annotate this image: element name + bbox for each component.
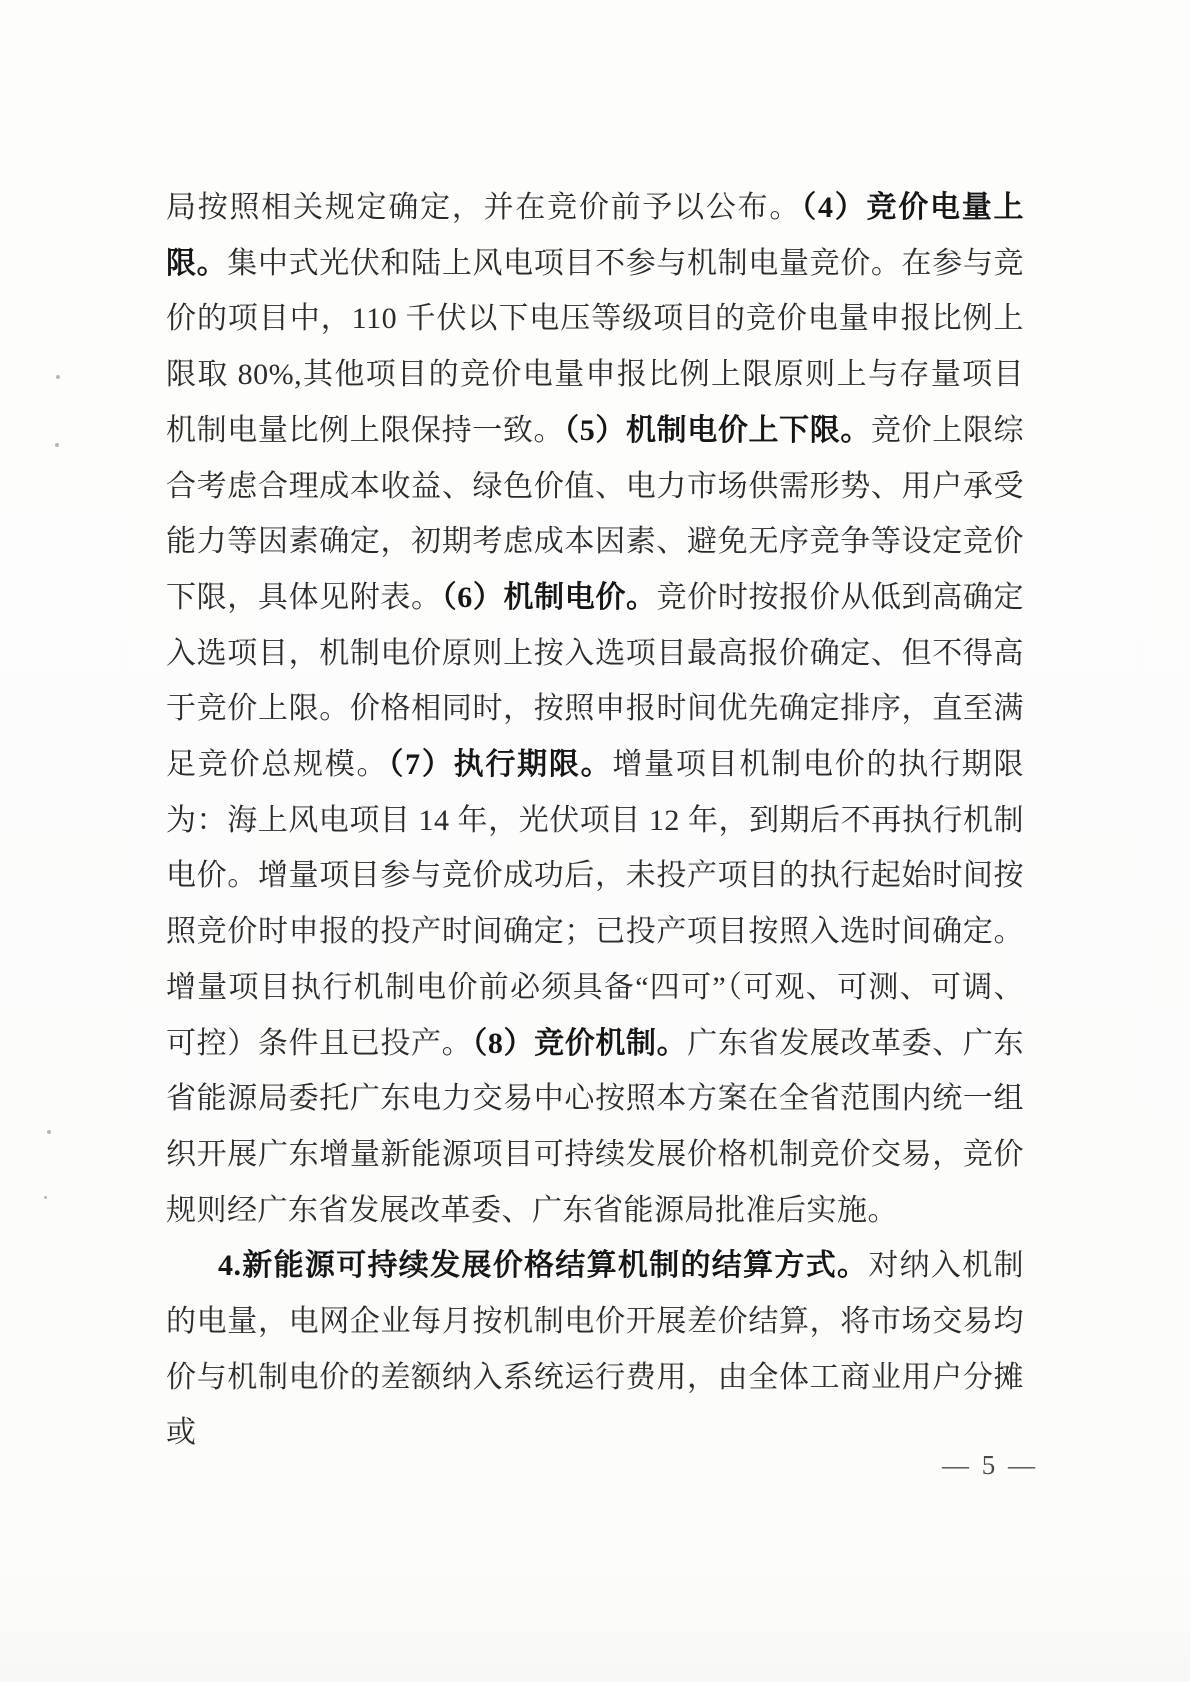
inline-body-text: 竞价时按报价从低到高确定入选项目，机制电价原则上按入选项目最高报价确定、但不得高于竞价上限。价格相同时，按照申报时间优先确定排序，直至满足竞价总规模。 xyxy=(166,580,1024,782)
page-number: — 5 — xyxy=(942,1450,1038,1480)
scan-speck xyxy=(47,1130,51,1134)
scan-speck xyxy=(55,443,59,447)
inline-body-text: 广东省发展改革委、广东省能源局委托广东电力交易中心按照本方案在全省范围内统一组织开展广东增量新能源项目可持续发展价格机制竞价交易，竞价规则经广东省发展改革委、广东省能源局批准后实施。 xyxy=(166,1026,1024,1227)
inline-body-text: 局按照相关规定确定，并在竞价前予以公布。 xyxy=(166,191,802,224)
scan-speck xyxy=(44,1196,47,1199)
inline-bold-heading: （7）执行期限。 xyxy=(388,748,613,782)
scan-speck xyxy=(56,375,60,379)
inline-body-text: 对纳入机制的电量，电网企业每月按机制电价开展差价结算，将市场交易均价与机制电价的差额纳入系统运行费用，由全体工商业用户分摊或 xyxy=(166,1249,1025,1450)
inline-bold-heading: （4）竞价电量上限。 xyxy=(166,191,1025,280)
inline-bold-heading: 4.新能源可持续发展价格结算机制的结算方式。 xyxy=(218,1249,869,1283)
body-paragraph-1 xyxy=(166,180,1024,1238)
inline-bold-heading: （5）机制电价上下限。 xyxy=(564,413,871,447)
inline-bold-heading: （8）竞价机制。 xyxy=(472,1026,688,1060)
body-paragraph-2 xyxy=(166,1238,1024,1461)
document-body xyxy=(166,180,1024,1461)
inline-body-text: 增量项目机制电价的执行期限为：海上风电项目 14 年，光伏项目 12 年，到期后不再执行机制电价。增量项目参与竞价成功后，未投产项目的执行起始时间按照竞价时申报的投产时间确定；已投产项目按照入选时间确定。增量项目执行机制电价前必须具备“四可”（可观、可测、可调、可控）条件且已投产。 xyxy=(166,748,1025,1060)
inline-bold-heading: （6）机制电价。 xyxy=(441,580,657,614)
inline-body-text: 竞价上限综合考虑合理成本收益、绿色价值、电力市场供需形势、用户承受能力等因素确定，初期考虑成本因素、避免无序竞争等设定竞价下限，具体见附表。 xyxy=(166,413,1024,614)
inline-body-text: 集中式光伏和陆上风电项目不参与机制电量竞价。在参与竞价的项目中，110 千伏以下电压等级项目的竞价电量申报比例上限取 80%,其他项目的竞价电量申报比例上限原则上与存量项目机制电量比例上限保持一致。 xyxy=(166,246,1024,447)
